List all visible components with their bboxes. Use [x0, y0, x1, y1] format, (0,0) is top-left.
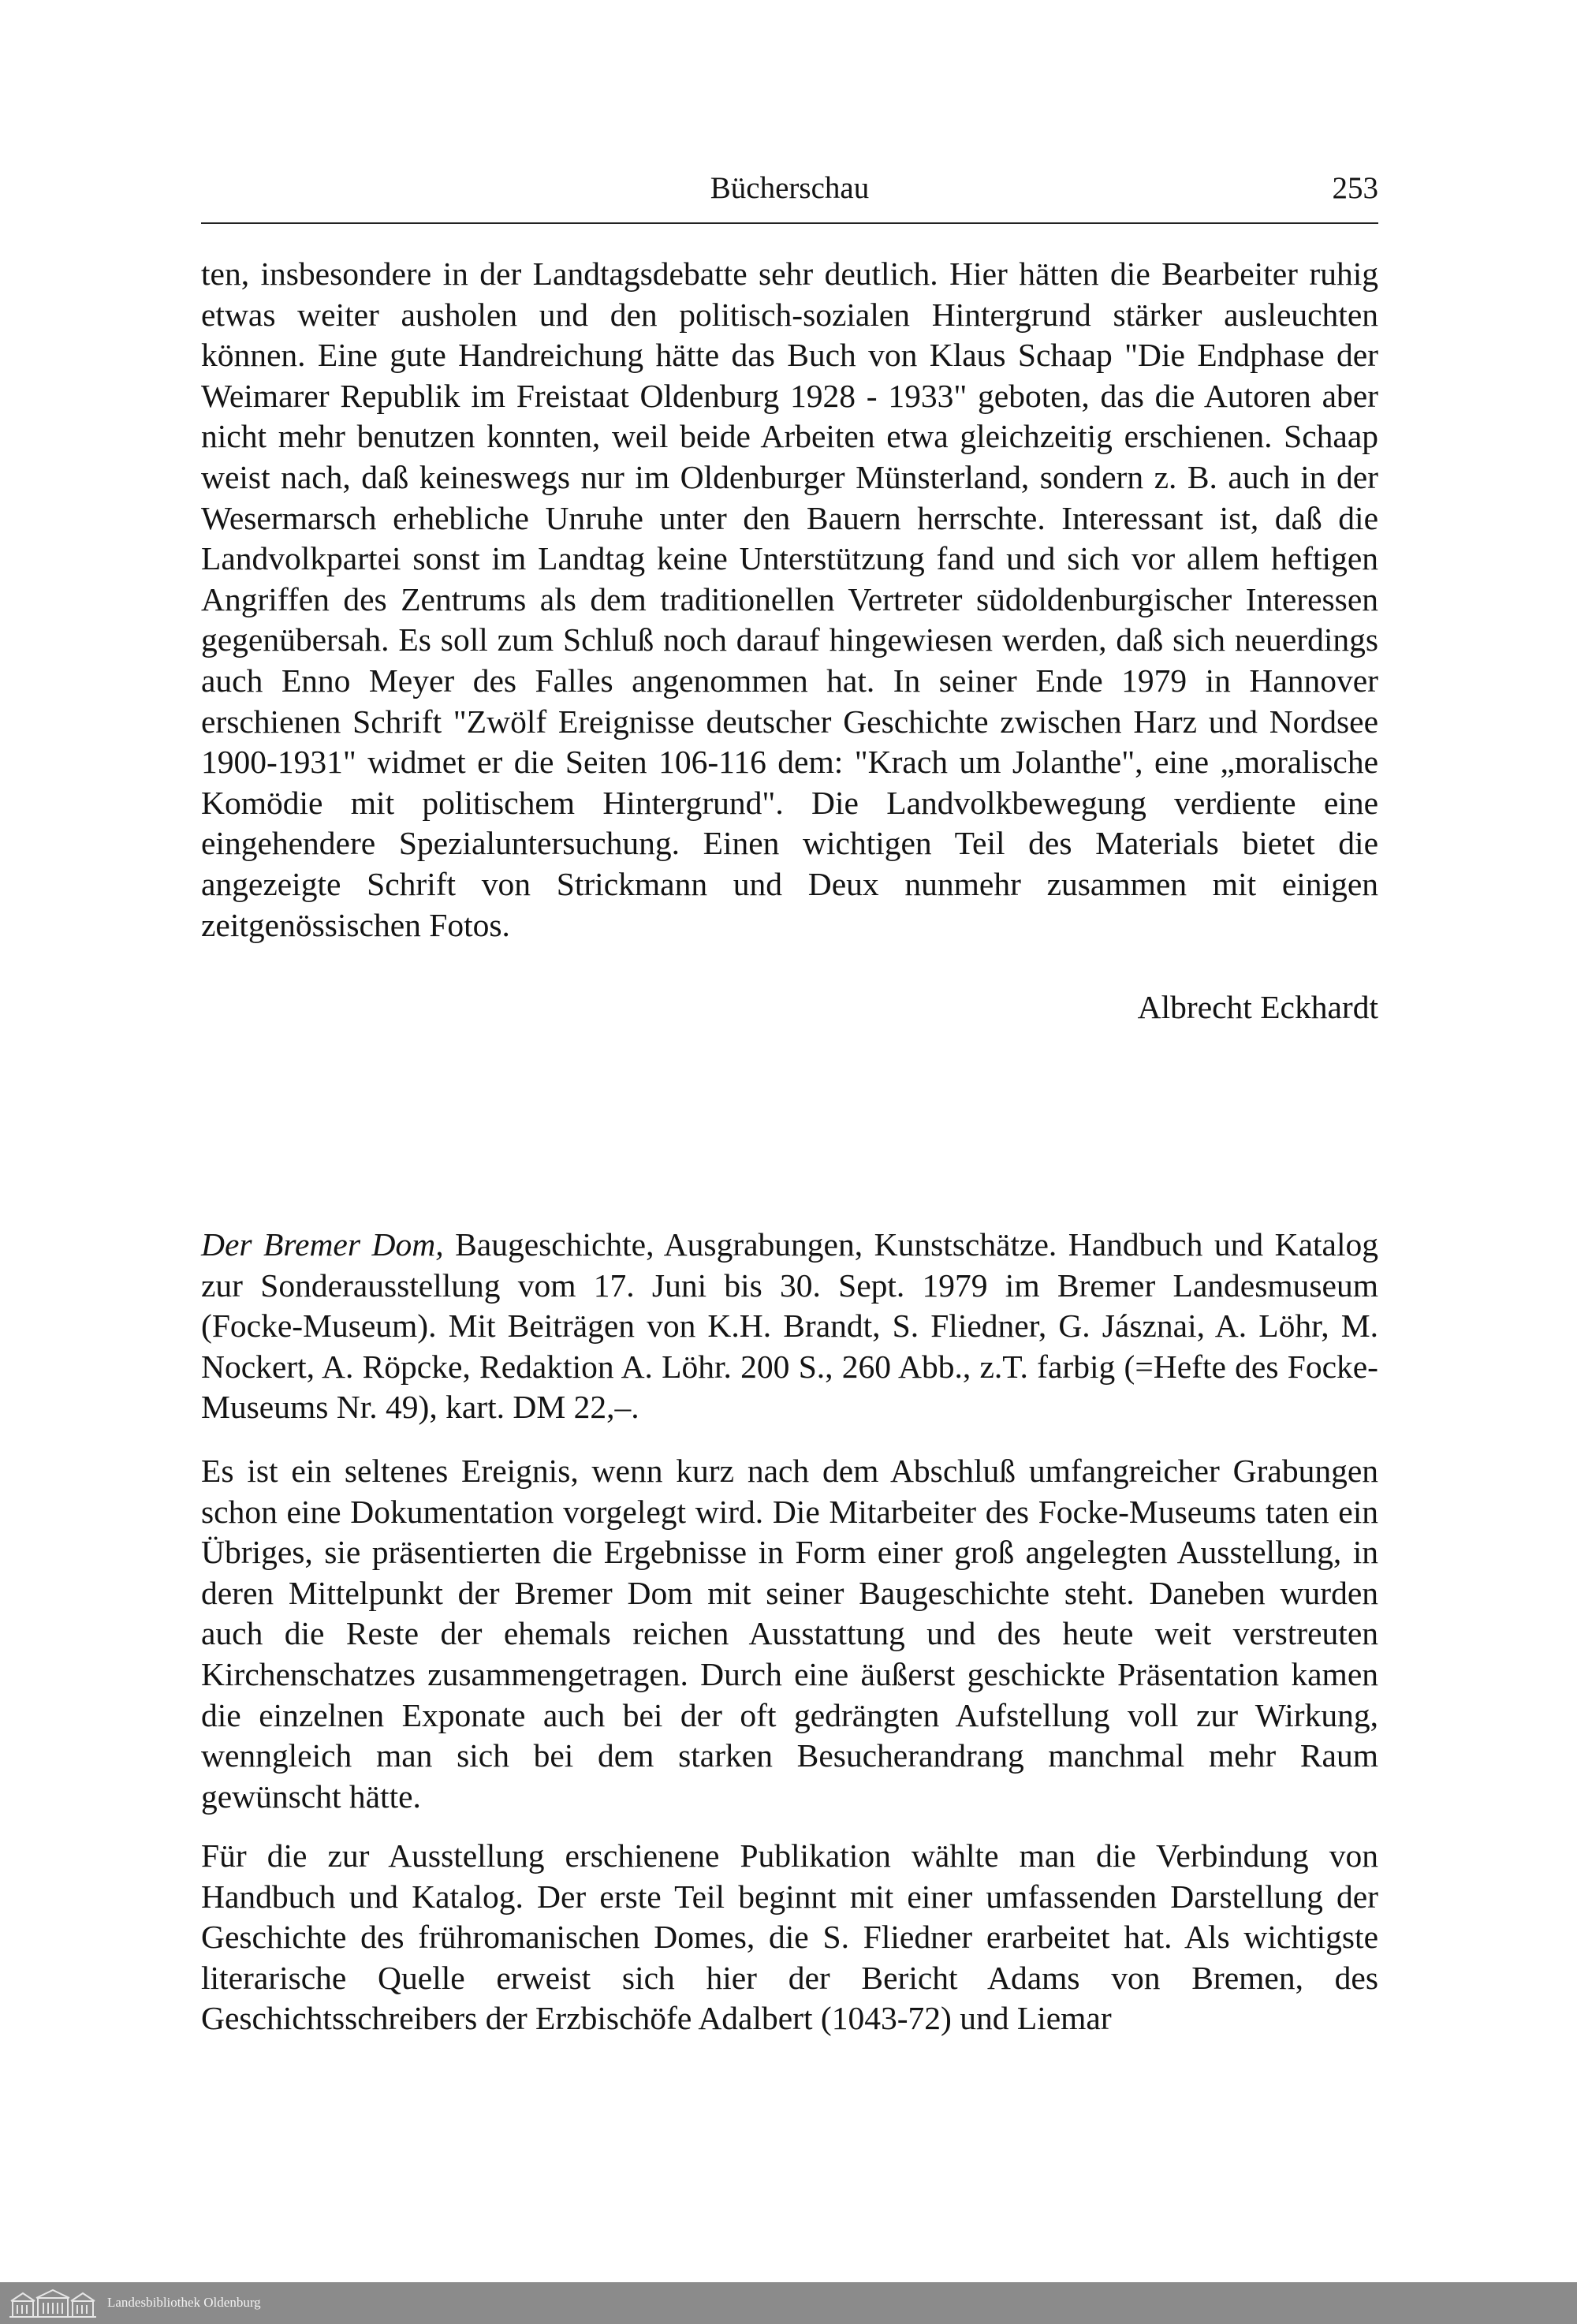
library-name: Landesbibliothek Oldenburg	[107, 2295, 261, 2310]
review-citation	[201, 1225, 1378, 1428]
citation-text	[201, 1225, 1378, 1428]
header-rule	[201, 222, 1378, 224]
review-paragraph-2	[201, 1836, 1378, 2039]
library-building-icon	[6, 2289, 99, 2318]
continuation-text: ten, insbesondere in der Landtagsdebatte sehr deutlich. Hier hätten die Bearbeiter ruhig etwas weiter ausholen und den politisch-sozialen Hintergrund stärker ausleuchten können. Eine gute Handreichung hätte das Buch von Klaus Schaap "Die Endphase der Weimarer Republik im Freistaat Oldenburg 1928 - 1933" geboten, das die Autoren aber nicht mehr benutzen konnten, weil beide Arbeiten etwa gleichzeitig erschienen. Schaap weist nach, daß keineswegs nur im Oldenburger Münsterland, sondern z. B. auch in der Wesermarsch erhebliche Unruhe unter den Bauern herrschte. Interessant ist, daß die Landvolkpartei sonst im Landtag keine Unterstützung fand und sich vor allem heftigen Angriffen des Zentrums als dem traditionellen Vertreter südoldenburgischer Interessen gegenübersah. Es soll zum Schluß noch darauf hingewiesen werden, daß sich neuerdings auch Enno Meyer des Falles angenommen hat. In seiner Ende 1979 in Hannover erschienen Schrift "Zwölf Ereignisse deutscher Geschichte zwischen Harz und Nordsee 1900-1931" widmet er die Seiten 106-116 dem: "Krach um Jolanthe", eine „moralische Komödie mit politischem Hintergrund". Die Landvolkbewegung verdiente eine eingehendere Spezialuntersuchung. Einen wichtigen Teil des Materials bietet die angezeigte Schrift von Strickmann und Deux nunmehr zusammen mit einigen zeitgenössischen Fotos.	[201, 256, 1378, 943]
book-title: Der Bremer Dom,	[201, 1226, 444, 1263]
review-paragraph-2-text: Für die zur Ausstellung erschienene Publikation wählte man die Verbindung von Handbuch und Katalog. Der erste Teil beginnt mit einer umfassenden Darstellung der Geschichte des frühromanischen Domes, die S. Fliedner erarbeitet hat. Als wichtigste literarische Quelle erweist sich hier der Bericht Adams von Bremen, des Geschichtsschreibers der Erzbischöfe Adalbert (1043-72) und Liemar	[201, 1837, 1378, 2037]
running-title: Bücherschau	[710, 171, 870, 205]
page-number: 253	[1332, 171, 1378, 205]
review-paragraph-1-text: Es ist ein seltenes Ereignis, wenn kurz nach dem Abschluß umfangreicher Grabungen schon eine Dokumentation vorgelegt wird. Die Mitarbeiter des Focke-Museums taten ein Übriges, sie präsentierten die Ergebnisse in Form einer groß angelegten Ausstellung, in deren Mittelpunkt der Bremer Dom mit seiner Baugeschichte steht. Daneben wurden auch die Reste der ehemals reichen Ausstattung und des heute weit verstreuten Kirchenschatzes zusammengetragen. Durch eine äußerst geschickte Präsentation kamen die einzelnen Exponate auch bei der oft gedrängten Aufstellung voll zur Wirkung, wenngleich man sich bei dem starken Besucherandrang manchmal mehr Raum gewünscht hätte.	[201, 1453, 1378, 1815]
continuation-paragraph	[201, 254, 1378, 946]
citation-details: Baugeschichte, Ausgrabungen, Kunstschätze. Handbuch und Katalog zur Sonderausstellung vom 17. Juni bis 30. Sept. 1979 im Bremer Landesmuseum (Focke-Museum). Mit Beiträgen von K.H. Brandt, S. Fliedner, G. Jásznai, A. Löhr, M. Nockert, A. Röpcke, Redaktion A. Löhr. 200 S., 260 Abb., z.T. farbig (=Hefte des Focke-Museums Nr. 49), kart. DM 22,–.	[201, 1226, 1378, 1426]
library-footer-bar	[0, 2282, 1577, 2324]
page-header	[201, 167, 1378, 214]
reviewer-signature: Albrecht Eckhardt	[1137, 989, 1378, 1025]
review-paragraph-1	[201, 1451, 1378, 1817]
